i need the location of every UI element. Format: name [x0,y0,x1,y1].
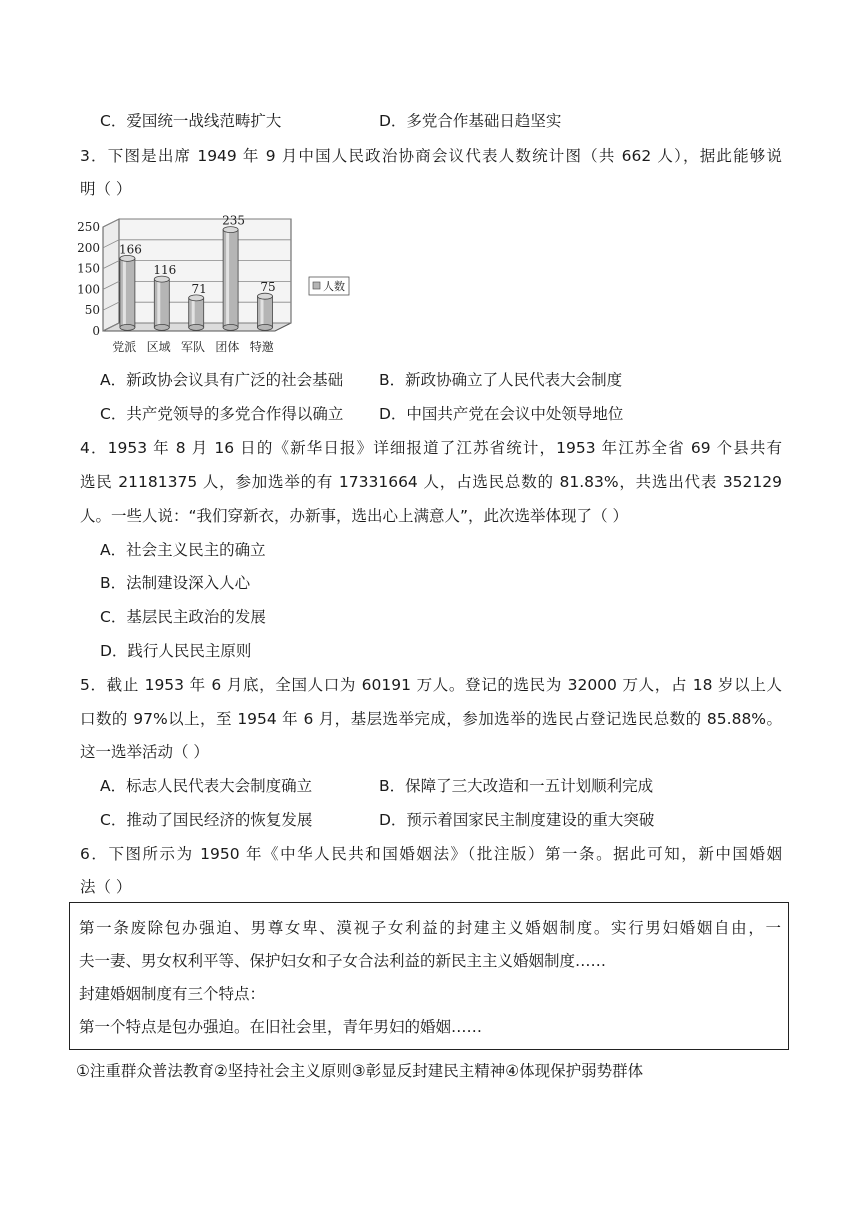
x-category-label: 党派 [112,340,137,354]
y-tick-label: 200 [77,240,100,255]
option-d: D．多党合作基础日趋坚实 [379,112,562,130]
q5-stem-line3: 这一选举活动（ ） [80,743,209,761]
excerpt-line3: 封建婚姻制度有三个特点： [79,985,266,1003]
q4-stem-line1: 4．1953 年 8 月 16 日的《新华日报》详细报道了江苏省统计，1953 年江苏全省 69 个县共有 [80,439,782,457]
excerpt-line2: 夫一妻、男女权利平等、保护妇女和子女合法利益的新民主主义婚姻制度…… [79,952,607,970]
y-tick-label: 150 [77,261,100,276]
q4-stem-line2: 选民 21181375 人，参加选举的有 17331664 人，占选民总数的 81.83%，共选出代表 352129 [80,473,782,491]
excerpt-line4: 第一个特点是包办强迫。在旧社会里，青年男妇的婚姻…… [79,1018,483,1036]
q5-stem-line2: 口数的 97%以上，至 1954 年 6 月，基层选举完成，参加选举的选民占登记选民总数的 85.88%。 [80,710,782,728]
q3-stem-line1: 3．下图是出席 1949 年 9 月中国人民政治协商会议代表人数统计图（共 662 人），据此能够说 [80,147,782,165]
q3-option-d: D．中国共产党在会议中处领导地位 [379,405,624,423]
q4-option-a: A．社会主义民主的确立 [100,541,266,559]
q4-option-c: C．基层民主政治的发展 [100,608,266,626]
q5-option-a: A．标志人民代表大会制度确立 [100,777,313,795]
bar-body [154,279,169,327]
bar-bottom [223,324,238,330]
marriage-law-excerpt-box [69,902,789,1050]
q5-stem-line1: 5．截止 1953 年 6 月底，全国人口为 60191 万人。登记的选民为 32000 万人，占 18 岁以上人 [80,676,782,694]
bar-highlight [192,300,195,326]
bar [223,227,238,331]
bar-highlight [226,232,229,326]
excerpt-line1: 第一条废除包办强迫、男尊女卑、漠视子女利益的封建主义婚姻制度。实行男妇婚姻自由，一 [79,919,781,937]
x-category-label: 团体 [215,340,240,354]
bar-data-label: 71 [191,281,207,296]
x-category-label: 区域 [146,340,171,354]
y-tick-label: 0 [92,324,100,338]
q4-option-b: B．法制建设深入人心 [100,574,251,592]
bar-body [189,298,204,328]
bar-data-label: 116 [153,263,177,278]
bar [120,255,135,330]
q4-option-d: D．践行人民民主原则 [100,642,252,660]
q6-stem-line1: 6．下图所示为 1950 年《中华人民共和国婚姻法》（批注版）第一条。据此可知，新中国婚姻 [80,845,782,863]
q6-choices: ①注重群众普法教育②坚持社会主义原则③彰显反封建民主精神④体现保护弱势群体 [76,1062,644,1080]
x-category-label: 特邀 [249,340,274,354]
y-tick-label: 100 [77,282,100,297]
bar-bottom [120,324,135,330]
q3-stem-line2: 明（ ） [80,180,132,198]
bar [189,295,204,331]
q3-option-b: B．新政协确立了人民代表大会制度 [379,371,623,389]
option-c: C．爱国统一战线范畴扩大 [100,112,282,130]
chart-side-wall [103,219,119,331]
q3-option-c: C．共产党领导的多党合作得以确立 [100,405,344,423]
bar-body [223,230,238,328]
bar-data-label: 166 [118,242,142,257]
bar-highlight [261,298,264,325]
bar-body [120,258,135,327]
legend-label: 人数 [323,280,345,293]
bar-body [258,296,273,327]
bar [154,276,169,330]
bar-bottom [258,324,273,330]
y-tick-label: 50 [84,303,100,318]
legend-swatch [313,282,320,289]
bar-bottom [189,324,204,330]
q5-option-d: D．预示着国家民主制度建设的重大突破 [379,811,655,829]
q6-stem-line2: 法（ ） [80,878,132,896]
bar-highlight [157,281,160,325]
q3-option-a: A．新政协会议具有广泛的社会基础 [100,371,344,389]
bar-bottom [154,324,169,330]
bar-highlight [123,260,126,325]
q4-stem-line3: 人。一些人说：“我们穿新衣，办新事，选出心上满意人”，此次选举体现了（ ） [80,507,628,525]
bar-data-label: 75 [260,280,276,295]
bar-data-label: 235 [222,213,246,228]
x-category-label: 军队 [180,340,206,354]
q5-option-b: B．保障了三大改造和一五计划顺利完成 [379,777,654,795]
y-tick-label: 250 [77,220,100,234]
bar [258,293,273,330]
delegate-bar-chart [75,213,365,358]
q5-option-c: C．推动了国民经济的恢复发展 [100,811,313,829]
